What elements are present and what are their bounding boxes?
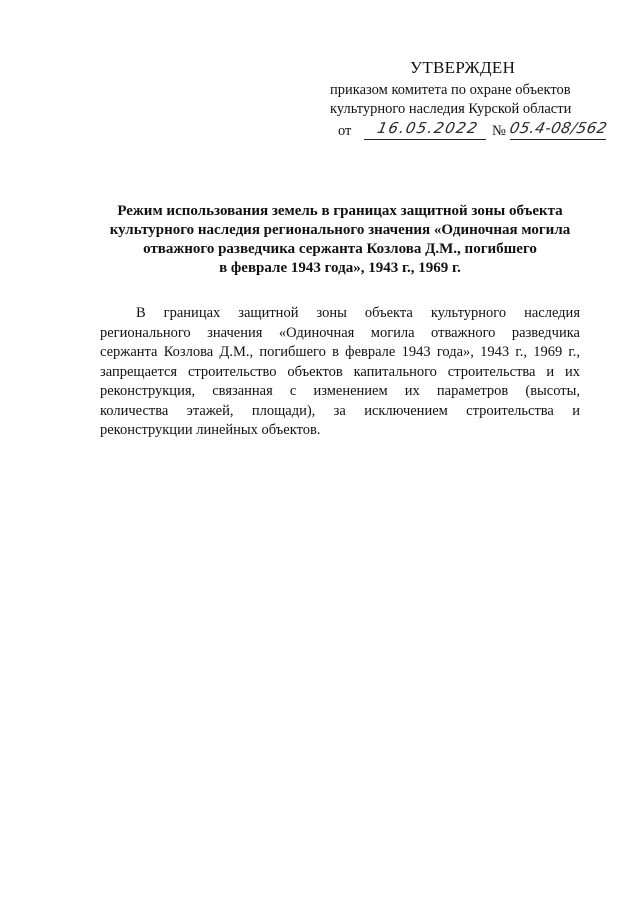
approval-signature-row xyxy=(338,121,630,143)
body-line: регионального значения «Одиночная могила отважного разведчика xyxy=(100,324,580,341)
handwritten-date: 16.05.2022 xyxy=(375,119,481,137)
body-line: сержанта Козлова Д.М., погибшего в феврале 1943 года», 1943 г., 1969 г., xyxy=(100,344,580,360)
body-line: реконструкция, связанная с изменением их параметров (высоты, xyxy=(100,383,580,399)
approval-line: культурного наследия Курской области xyxy=(330,101,572,117)
document-title xyxy=(100,202,580,278)
body-paragraph xyxy=(100,304,580,441)
body-line: запрещается строительство объектов капитального строительства и их xyxy=(100,363,580,380)
number-label: № xyxy=(492,123,506,139)
date-underline xyxy=(364,139,486,140)
body-line: количества этажей, площади), за исключением строительства и xyxy=(100,402,580,419)
approval-line: приказом комитета по охране объектов xyxy=(330,82,571,98)
approval-heading: УТВЕРЖДЕН xyxy=(410,58,516,77)
title-line: Режим использования земель в границах защитной зоны объекта xyxy=(117,203,563,219)
title-line: культурного наследия регионального значения «Одиночная могила xyxy=(109,222,571,238)
body-line: реконструкции линейных объектов. xyxy=(100,422,321,438)
approval-block xyxy=(330,58,630,143)
number-underline xyxy=(510,139,606,140)
body-line: В границах защитной зоны объекта культурного наследия xyxy=(136,305,580,321)
date-label: от xyxy=(338,123,352,139)
title-line: в феврале 1943 года», 1943 г., 1969 г. xyxy=(219,260,461,276)
title-line: отважного разведчика сержанта Козлова Д.М., погибшего xyxy=(143,241,537,257)
handwritten-number: 05.4-08/562 xyxy=(508,119,610,137)
